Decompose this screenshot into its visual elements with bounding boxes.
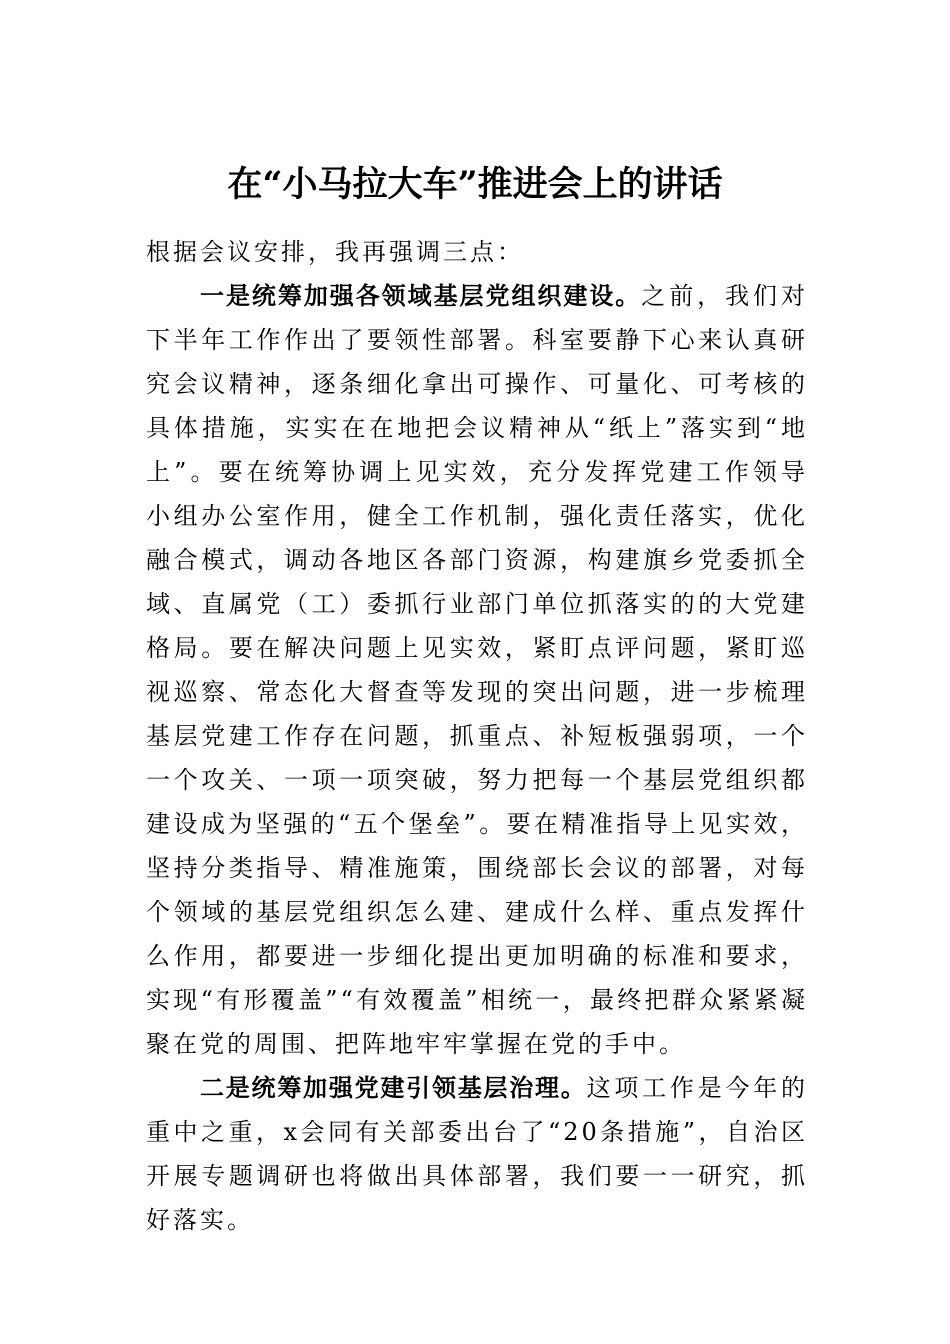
section-one-text: 之前，我们对下半年工作作出了要领性部署。科室要静下心来认真研究会议精神，逐条细化拿出可操作、可量化、可考核的具体措施，实实在在地把会议精神从“纸上”落实到“地上”。要在统筹协调上见实效，充分发挥党建工作领导小组办公室作用，健全工作机制，强化责任落实，优化融合模式，调动各地区各部门资源，构建旗乡党委抓全域、直属党（工）委抓行业部门单位抓落实的的大党建格局。要在解决问题上见实效，紧盯点评问题，紧盯巡视巡察、常态化大督查等发现的突出问题，进一步梳理基层党建工作存在问题，抓重点、补短板强弱项，一个一个攻关、一项一项突破，努力把每一个基层党组织都建设成为坚强的“五个堡垒”。要在精准指导上见实效，坚持分类指导、精准施策，围绕部长会议的部署，对每个领域的基层党组织怎么建、建成什么样、重点发挥什么作用，都要进一步细化提出更加明确的标准和要求，实现“有形覆盖”“有效覆盖”相统一，最终把群众紧紧凝聚在党的周围、把阵地牢牢掌握在党的手中。 bbox=[146, 282, 809, 1058]
document-body bbox=[146, 230, 808, 1242]
section-one-paragraph bbox=[146, 274, 808, 1066]
intro-paragraph: 根据会议安排，我再强调三点： bbox=[146, 238, 524, 266]
section-two-paragraph bbox=[146, 1066, 808, 1242]
section-two-heading: 二是统筹加强党建引领基层治理。 bbox=[200, 1074, 587, 1102]
section-two-text: 这项工作是今年的重中之重，x会同有关部委出台了“20条措施”，自治区开展专题调研也将做出具体部署，我们要一一研究，抓好落实。 bbox=[146, 1074, 809, 1234]
document-title: 在“小马拉大车”推进会上的讲话 bbox=[227, 164, 723, 205]
section-one-heading: 一是统筹加强各领域基层党组织建设。 bbox=[200, 282, 642, 310]
